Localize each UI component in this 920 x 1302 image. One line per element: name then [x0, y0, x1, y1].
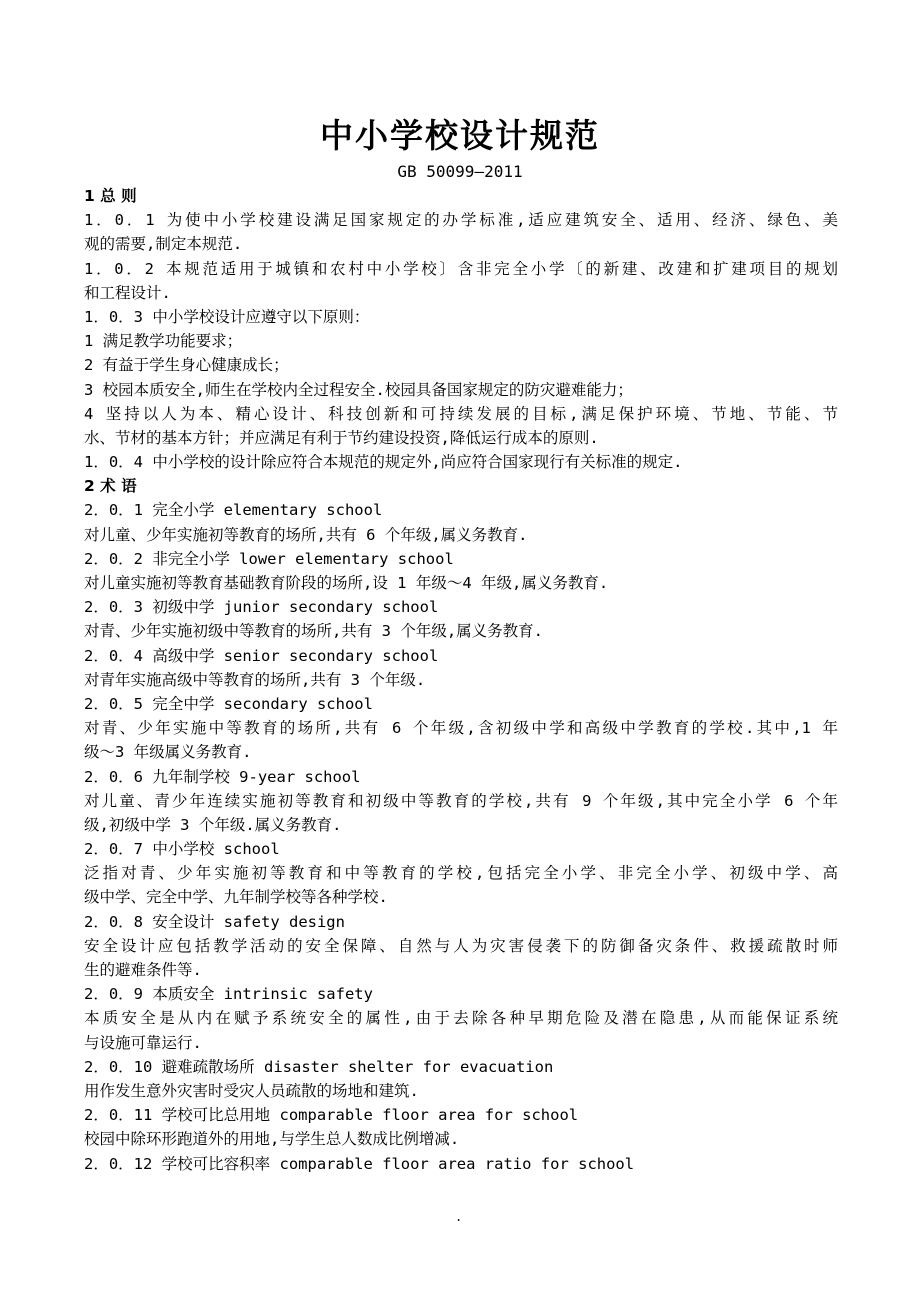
term-heading: 2．0．1 完全小学 elementary school [84, 501, 383, 520]
term-heading: 2．0．7 中小学校 school [84, 840, 280, 859]
term-definition: 生的避难条件等. [84, 961, 202, 979]
section-heading: 1 总 则 [84, 187, 137, 205]
clause-text: 观的需要,制定本规范. [84, 235, 243, 254]
term-definition: 本质安全是从内在赋予系统安全的属性,由于去除各种早期危险及潜在隐患,从而能保证系统 [84, 1009, 838, 1028]
term-heading: 2．0．4 高级中学 senior secondary school [84, 646, 439, 665]
term-heading: 2．0．12 学校可比容积率 comparable floor area ratio for school [84, 1154, 635, 1173]
term-heading: 2．0．2 非完全小学 lower elementary school [84, 549, 454, 568]
term-definition: 级中学、完全中学、九年制学校等各种学校. [84, 888, 388, 907]
term-heading: 2．0．9 本质安全 intrinsic safety [84, 985, 373, 1004]
list-item: 水、节材的基本方针；并应满足有利于节约建设投资,降低运行成本的原则. [84, 428, 599, 447]
term-definition: 对儿童实施初等教育基础教育阶段的场所,设 1 年级～4 年级,属义务教育. [84, 574, 609, 592]
clause-text: 1．0．2 本规范适用于城镇和农村中小学校〕含非完全小学〔的新建、改建和扩建项目的规划 [84, 259, 838, 278]
term-definition: 级～3 年级属义务教育. [84, 743, 252, 762]
term-heading: 2．0．8 安全设计 safety design [84, 912, 345, 931]
list-item: 3 校园本质安全,师生在学校内全过程安全.校园具备国家规定的防灾避难能力； [84, 380, 633, 399]
term-definition: 校园中除环形跑道外的用地,与学生总人数成比例增减. [84, 1130, 460, 1149]
clause-text: 1．0．4 中小学校的设计除应符合本规范的规定外,尚应符合国家现行有关标准的规定. [84, 453, 683, 472]
term-definition: 与设施可靠运行. [84, 1033, 202, 1052]
term-heading: 2．0．3 初级中学 junior secondary school [84, 598, 439, 617]
term-definition: 级,初级中学 3 个年级.属义务教育. [84, 815, 342, 834]
term-definition: 对儿童、少年实施初等教育的场所,共有 6 个年级,属义务教育. [84, 525, 528, 544]
term-definition: 对青、少年实施中等教育的场所,共有 6 个年级,含初级中学和高级中学教育的学校.其中,1 年 [84, 719, 838, 738]
standard-code: GB 50099—2011 [397, 162, 523, 181]
document-body [84, 184, 838, 1176]
term-heading: 2．0．10 避难疏散场所 disaster shelter for evacuation [84, 1057, 554, 1076]
term-definition: 安全设计应包括教学活动的安全保障、自然与人为灾害侵袭下的防御备灾条件、救援疏散时师 [84, 936, 838, 955]
term-heading: 2．0．11 学校可比总用地 comparable floor area for school [84, 1106, 579, 1125]
list-item: 4 坚持以人为本、精心设计、科技创新和可持续发展的目标,满足保护环境、节地、节能、节 [84, 404, 838, 423]
clause-text: 和工程设计. [84, 283, 171, 302]
list-item: 2 有益于学生身心健康成长； [84, 356, 289, 375]
term-definition: 对青、少年实施初级中等教育的场所,共有 3 个年级,属义务教育. [84, 622, 543, 641]
term-definition: 用作发生意外灾害时受灾人员疏散的场地和建筑. [84, 1081, 419, 1100]
clause-text: 1．0．1 为使中小学校建设满足国家规定的办学标准,适应建筑安全、适用、经济、绿色、美 [84, 211, 838, 230]
list-item: 1 满足教学功能要求； [84, 332, 243, 351]
term-heading: 2．0．5 完全中学 secondary school [84, 694, 373, 713]
term-definition: 对青年实施高级中等教育的场所,共有 3 个年级. [84, 670, 426, 689]
term-heading: 2．0．6 九年制学校 9-year school [84, 767, 361, 786]
document-title: 中小学校设计规范 [320, 116, 600, 155]
clause-text: 1．0．3 中小学校设计应遵守以下原则： [84, 307, 370, 326]
term-definition: 对儿童、青少年连续实施初等教育和初级中等教育的学校,共有 9 个年级,其中完全小学 6 个年 [84, 791, 838, 810]
section-heading: 2 术 语 [84, 477, 137, 496]
term-definition: 泛指对青、少年实施初等教育和中等教育的学校,包括完全小学、非完全小学、初级中学、高 [84, 864, 838, 883]
footer-mark: . [455, 1210, 463, 1224]
